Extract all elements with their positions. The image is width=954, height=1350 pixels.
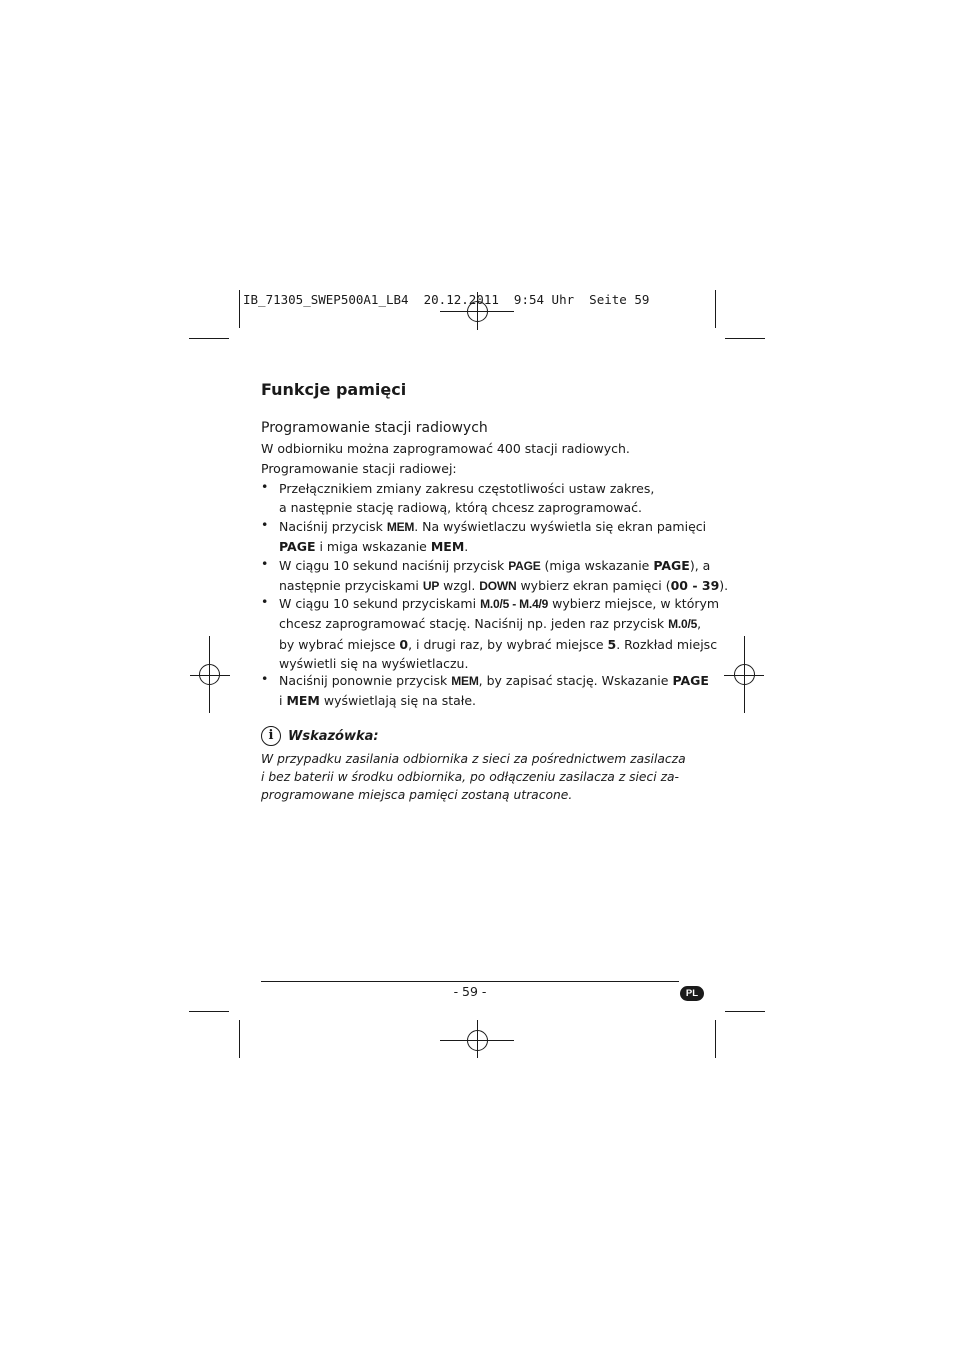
bullet-dot: • <box>261 517 269 532</box>
key-memory-slots: M.0/5 - M.4/9 <box>480 597 549 611</box>
list-item-text: W ciągu 10 sekund przyciskami M.0/5 - M.4/9 wybierz miejsce, w którym chcesz zaprogramować stację. Naciśnij np. jeden raz przycisk M.0/5, by wybrać miejsce 0, i drugi raz, by wybrać miejsce 5. Rozkład miejsc wyświetli się na wyświetlaczu. <box>279 596 720 672</box>
key-mem: MEM <box>286 693 320 709</box>
key-page: PAGE <box>653 558 690 573</box>
key-mem: MEM <box>430 539 465 555</box>
key-mem: MEM <box>386 520 415 534</box>
intro-paragraph-1: W odbiorniku można zaprogramować 400 stacji radiowych. <box>261 441 630 456</box>
key-up: UP <box>422 579 440 594</box>
list-item-text: Naciśnij ponownie przycisk MEM, by zapisać stację. Wskazanie PAGE i MEM wyświetlają się na stałe. <box>279 673 709 709</box>
info-icon: i <box>261 726 281 746</box>
bullet-dot: • <box>261 594 269 609</box>
note-body: W przypadku zasilania odbiornika z sieci za pośrednictwem zasilacza i bez baterii w środku odbiornika, po odłączeniu zasilacza z sieci za- programowane miejsca pamięci zostaną utracone. <box>261 752 686 802</box>
key-page: PAGE <box>508 559 541 573</box>
section-subheading: Programowanie stacji radiowych <box>261 420 488 436</box>
memory-range: 00 - 39 <box>670 578 720 594</box>
bullet-dot: • <box>261 479 269 494</box>
list-item-text: Przełącznikiem zmiany zakresu częstotliwości ustaw zakres, a następnie stację radiową, którą chcesz zaprogramować. <box>279 481 655 516</box>
intro-paragraph-2: Programowanie stacji radiowej: <box>261 461 457 476</box>
list-item-text: W ciągu 10 sekund naciśnij przycisk PAGE (miga wskazanie PAGE), a następnie przyciskami UP wzgl. DOWN wybierz ekran pamięci (00 - 39). <box>279 558 729 594</box>
key-page: PAGE <box>672 673 709 688</box>
note-title: Wskazówka: <box>288 729 379 744</box>
list-item-text: Naciśnij przycisk MEM. Na wyświetlaczu wyświetla się ekran pamięci PAGE i miga wskazanie MEM. <box>279 519 707 555</box>
print-slug-line: IB_71305_SWEP500A1_LB4 20.12.2011 9:54 Uhr Seite 59 <box>243 292 650 307</box>
key-m05: M.0/5 <box>668 617 698 632</box>
key-down: DOWN <box>479 579 517 594</box>
key-mem: MEM <box>451 674 479 688</box>
page-number: - 59 - <box>453 984 487 999</box>
bullet-dot: • <box>261 556 269 571</box>
page-heading: Funkcje pamięci <box>261 380 407 399</box>
footer-divider <box>261 981 679 982</box>
language-badge: PL <box>680 986 704 1001</box>
bullet-dot: • <box>261 671 269 686</box>
key-page: PAGE <box>279 539 316 555</box>
